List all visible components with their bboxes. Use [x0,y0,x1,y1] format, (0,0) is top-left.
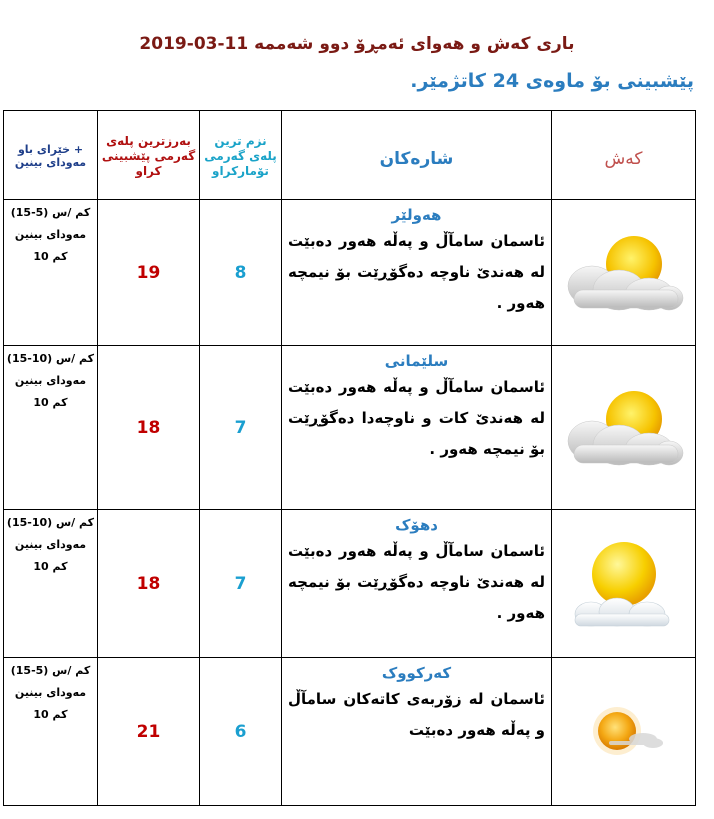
wind-speed: (15-10) کم /س [6,516,95,529]
sky-cell [552,658,696,806]
city-name: کەرکووک [381,664,452,682]
wind-visibility-cell [4,346,98,510]
header-wind [4,111,98,200]
wind-visibility-cell [4,200,98,346]
city-cell [282,510,552,658]
header-min-line: پلەی گەرمی [204,149,277,163]
visibility-label: مەودای بینین [14,374,87,387]
sun-over-cloud-icon [569,534,679,634]
city-name: سلێمانی [384,352,449,370]
table-row [4,346,696,510]
visibility-value: 10 کم [33,560,68,573]
header-row [4,111,696,200]
weather-table [3,110,696,806]
header-max-temp [98,111,200,200]
city-description: ئاسمان سامآڵ و پەڵە هەور دەبێت لە هەندێ ناوچە دەگۆڕێت بۆ نیمچە هەور . [288,232,545,312]
max-temp: 21 [98,658,200,806]
sky-cell [552,510,696,658]
min-temp: 7 [200,346,282,510]
max-temp: 18 [98,346,200,510]
min-temp: 8 [200,200,282,346]
visibility-label: مەودای بینین [14,686,87,699]
header-cities: شارەکان [282,111,552,200]
visibility-value: 10 کم [33,250,68,263]
city-description: ئاسمان لە زۆربەی کاتەکان سامآڵ و پەڵە هەور دەبێت [288,690,545,739]
visibility-value: 10 کم [33,396,68,409]
table-row [4,658,696,806]
min-temp: 6 [200,658,282,806]
header-max-line: بەرزترین پلەی [106,134,191,148]
header-max-line: کراو [135,164,162,178]
visibility-value: 10 کم [33,708,68,721]
header-wind-line: خێرای باو + [17,143,84,156]
city-name: هەولێر [391,206,442,224]
table-row [4,200,696,346]
max-temp: 19 [98,200,200,346]
page-title: باری کەش و هەوای ئەمڕۆ دوو شەممە 11-03-2019 [139,34,575,54]
forecast-subtitle: پێشبینی بۆ ماوەی 24 کاتژمێر. [410,70,694,92]
sky-cell [552,346,696,510]
wind-speed: (15-10) کم /س [6,352,95,365]
visibility-label: مەودای بینین [14,228,87,241]
header-min-line: تۆمارکراو [212,164,269,178]
city-cell [282,346,552,510]
wind-speed: (15-5) کم /س [10,664,91,677]
city-cell [282,658,552,806]
max-temp: 18 [98,510,200,658]
table-row [4,510,696,658]
sky-cell [552,200,696,346]
partly-cloudy-sun-icon [564,228,684,318]
header-max-line: گەرمی پێشبینی [101,149,196,163]
min-temp: 7 [200,510,282,658]
city-name: دهۆک [395,516,438,534]
header-min-line: نزم ترین [214,134,267,148]
city-description: ئاسمان سامآڵ و پەڵە هەور دەبێت لە هەندێ کات و ناوچەدا دەگۆڕێت بۆ نیمچە هەور . [288,378,545,458]
wind-visibility-cell [4,658,98,806]
header-min-temp [200,111,282,200]
header-sky: کەش [552,111,696,200]
visibility-label: مەودای بینین [14,538,87,551]
hazy-sun-icon [579,697,669,767]
city-cell [282,200,552,346]
partly-cloudy-sun-icon [564,383,684,473]
wind-visibility-cell [4,510,98,658]
header-wind-line: مەودای بینین [14,156,87,169]
wind-speed: (15-5) کم /س [10,206,91,219]
city-description: ئاسمان سامآڵ و پەڵە هەور دەبێت لە هەندێ ناوچە دەگۆڕێت بۆ نیمچە هەور . [288,542,545,622]
